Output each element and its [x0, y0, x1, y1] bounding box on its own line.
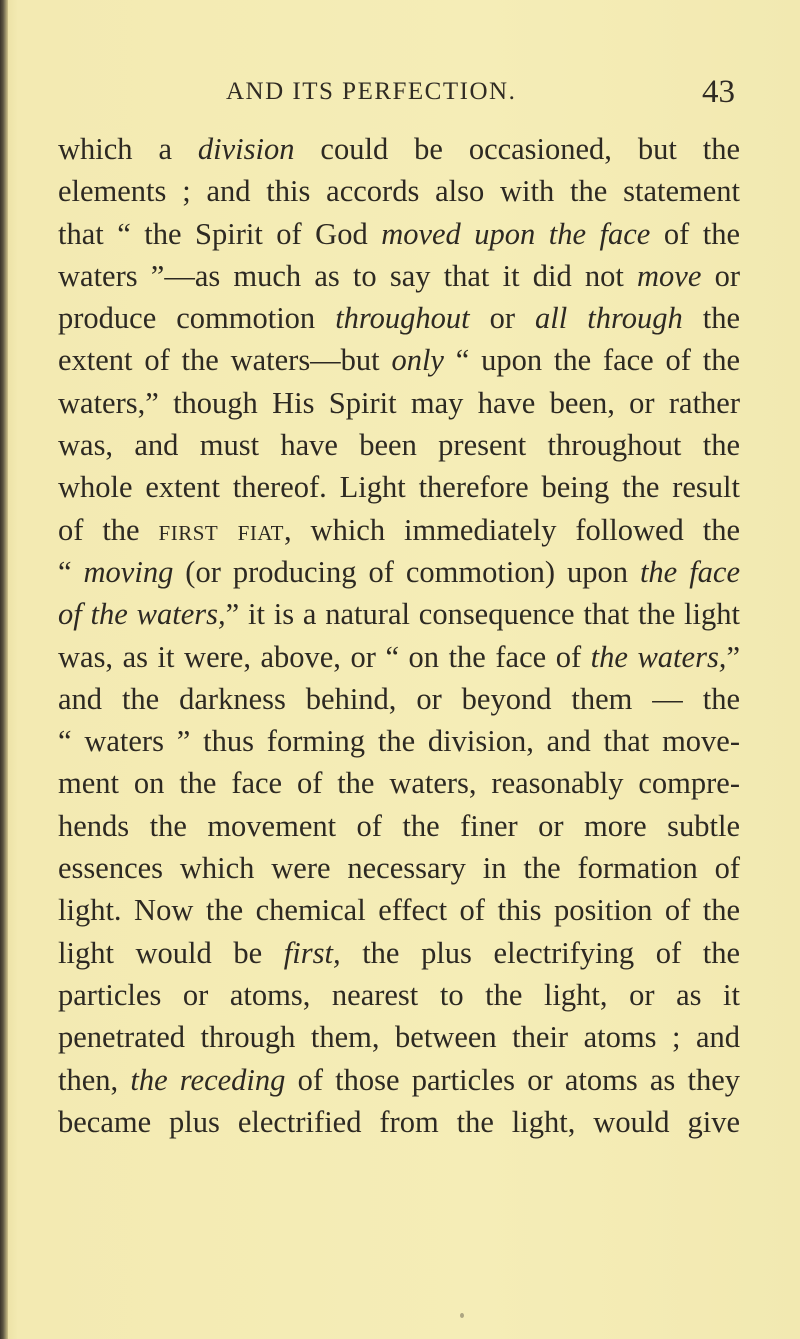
- text-segment: whole extent thereof. Light therefore being the result: [58, 470, 740, 505]
- text-segment: elements ; and this accords also with the statement: [58, 174, 740, 209]
- text-segment: that “ the Spirit of God: [58, 216, 382, 251]
- page-gutter-edge: [0, 0, 8, 1339]
- text-line: [58, 1059, 740, 1101]
- text-segment: of the: [650, 216, 740, 251]
- body-text: [58, 128, 740, 1143]
- text-line: [58, 213, 740, 255]
- text-segment: or: [469, 301, 536, 336]
- text-line: [58, 128, 740, 170]
- text-segment: “: [58, 554, 84, 589]
- text-segment: was, as it were, above, or “ on the face of: [58, 639, 591, 674]
- text-line: [58, 297, 740, 339]
- text-segment: “ waters ” thus forming the division, and that move-: [58, 724, 740, 759]
- italic-phrase: moved upon the face: [381, 216, 651, 251]
- running-head: AND ITS PERFECTION.: [226, 78, 517, 105]
- text-segment: “ upon the face of the: [443, 343, 740, 378]
- text-line: [58, 255, 740, 297]
- page-number: 43: [702, 74, 735, 110]
- text-segment: of the: [58, 512, 159, 547]
- italic-phrase: moving: [83, 554, 174, 589]
- text-segment: light would be: [58, 935, 284, 970]
- text-segment: ” it is a natural consequence that the light: [225, 597, 740, 632]
- text-segment: then,: [58, 1062, 131, 1097]
- italic-phrase: only: [391, 343, 444, 378]
- text-line: [58, 509, 740, 551]
- text-segment: particles or atoms, nearest to the light, or as it: [58, 977, 740, 1012]
- text-line: [58, 847, 740, 889]
- text-segment: was, and must have been present throughout the: [58, 428, 740, 463]
- text-line: [58, 1101, 740, 1143]
- text-segment: waters,” though His Spirit may have been, or rather: [58, 385, 740, 420]
- text-segment: (or producing of commotion) upon: [173, 554, 640, 589]
- italic-phrase: division: [197, 132, 295, 166]
- text-segment: could be occasioned, but the: [294, 132, 741, 166]
- text-segment: hends the movement of the finer or more subtle: [58, 808, 740, 843]
- text-segment: became plus electrified from the light, would give: [58, 1104, 740, 1139]
- text-segment: and the darkness behind, or beyond them — the: [58, 681, 740, 716]
- italic-phrase: of the waters,: [58, 597, 226, 632]
- text-segment: ”: [726, 639, 740, 674]
- text-line: [58, 424, 740, 466]
- italic-phrase: all through: [535, 301, 683, 336]
- text-segment: or: [701, 258, 740, 293]
- italic-phrase: the receding: [130, 1062, 286, 1097]
- text-segment: of those particles or atoms as they: [285, 1062, 741, 1097]
- text-segment: penetrated through them, between their atoms ; and: [58, 1020, 740, 1055]
- text-line: [58, 339, 740, 381]
- text-segment: extent of the waters—but: [58, 343, 392, 378]
- text-segment: produce commotion: [58, 301, 336, 336]
- text-line: [58, 382, 740, 424]
- text-segment: which a: [58, 132, 198, 166]
- text-line: [58, 720, 740, 762]
- italic-phrase: move: [637, 258, 702, 293]
- small-caps-phrase: first fiat: [158, 512, 284, 547]
- text-line: [58, 889, 740, 931]
- text-line: [58, 551, 740, 593]
- text-line: [58, 170, 740, 212]
- text-line: [58, 466, 740, 508]
- text-segment: the: [682, 301, 740, 336]
- text-segment: the plus electrifying of the: [340, 935, 740, 970]
- text-line: [58, 1016, 740, 1058]
- italic-phrase: throughout: [335, 301, 470, 336]
- italic-phrase: first,: [283, 935, 341, 970]
- text-segment: essences which were necessary in the formation of: [58, 851, 740, 886]
- italic-phrase: the waters,: [590, 639, 727, 674]
- text-line: [58, 636, 740, 678]
- text-line: [58, 678, 740, 720]
- text-line: [58, 593, 740, 635]
- text-line: [58, 932, 740, 974]
- text-line: [58, 805, 740, 847]
- text-segment: waters ”—as much as to say that it did not: [58, 258, 638, 293]
- text-line: [58, 762, 740, 804]
- italic-phrase: the face: [639, 554, 740, 589]
- text-segment: ment on the face of the waters, reasonably compre-: [58, 766, 740, 801]
- text-segment: , which immediately followed the: [283, 512, 740, 547]
- paper-speck: [460, 1313, 464, 1318]
- text-segment: light. Now the chemical effect of this position of the: [58, 893, 740, 928]
- text-line: [58, 974, 740, 1016]
